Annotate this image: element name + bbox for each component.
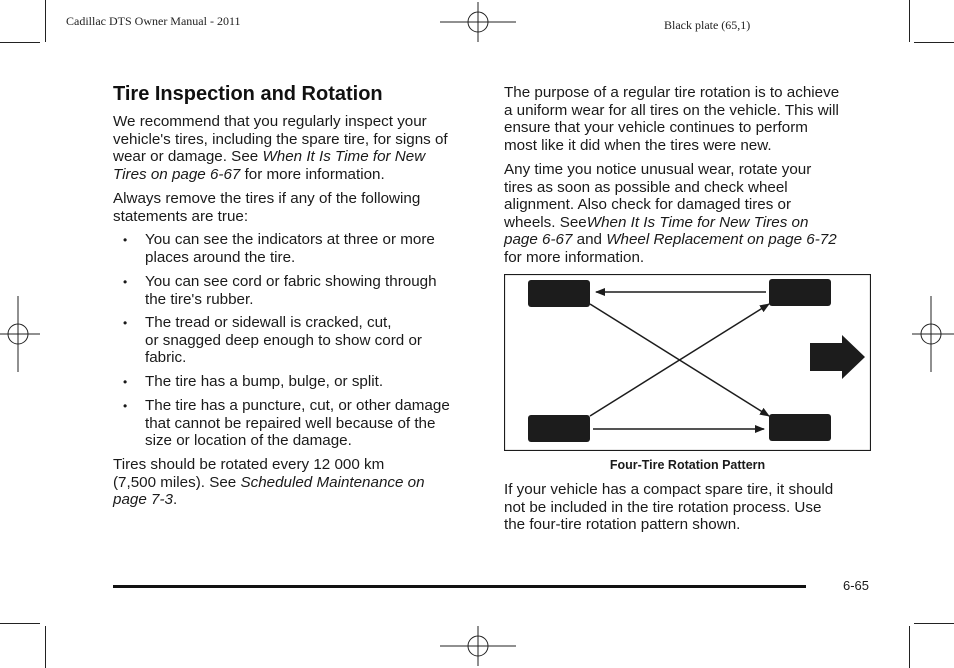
tire-rotation-diagram <box>504 274 871 451</box>
bullet-icon: • <box>123 399 128 413</box>
crop-mark <box>45 626 46 668</box>
compact-spare-paragraph: If your vehicle has a compact spare tire, it should not be included in the tire rotation process. Use the four-tire rotation pattern shown. <box>504 481 834 534</box>
list-item: You can see cord or fabric showing through the tire's rubber. <box>145 273 437 308</box>
figure-caption: Four-Tire Rotation Pattern <box>609 458 766 472</box>
crop-mark <box>914 42 954 43</box>
unusual-wear-paragraph: Any time you notice unusual wear, rotate your tires as soon as possible and check wheel alignment. Also check for damaged tires or wheels. SeeWhen It Is Time for New Tires on page 6-67 and Wheel Replacement on page 6-72 for more information. <box>504 161 837 266</box>
rotation-interval-paragraph: Tires should be rotated every 12 000 km (7,500 miles). See Scheduled Maintenance on page 7-3. <box>113 456 425 509</box>
rear-right-tire-icon <box>769 414 831 441</box>
list-item: The tread or sidewall is cracked, cut, or snagged deep enough to show cord or fabric. <box>145 314 422 367</box>
bullet-icon: • <box>123 316 128 330</box>
page-number: 6-65 <box>843 578 870 593</box>
cross-reference-link[interactable]: page 7-3 <box>113 491 173 509</box>
cross-reference-link[interactable]: Wheel Replacement on page 6-72 <box>606 231 837 249</box>
front-right-tire-icon <box>769 279 831 306</box>
list-item: The tire has a bump, bulge, or split. <box>145 373 384 390</box>
header-plate-label: Black plate (65,1) <box>664 18 751 32</box>
registration-mark-icon <box>0 296 40 372</box>
header-manual-title: Cadillac DTS Owner Manual - 2011 <box>66 14 241 28</box>
list-item: The tire has a puncture, cut, or other damage that cannot be repaired well because of the size or location of the damage. <box>145 397 450 450</box>
cross-reference-link[interactable]: Scheduled Maintenance on <box>240 473 425 491</box>
rotation-purpose-paragraph: The purpose of a regular tire rotation is to achieve a uniform wear for all tires on the vehicle. This will ensure that your vehicle continues to perform most like it did when the tires were new. <box>504 84 840 154</box>
front-left-tire-icon <box>528 280 590 307</box>
crop-mark <box>914 623 954 624</box>
cross-reference-link[interactable]: When It Is Time for New Tires on <box>586 213 809 231</box>
crop-mark <box>909 0 910 42</box>
footer-rule <box>113 585 806 588</box>
bullet-icon: • <box>123 275 128 289</box>
bullet-icon: • <box>123 375 128 389</box>
crop-mark <box>45 0 46 42</box>
bullet-icon: • <box>123 233 128 247</box>
intro-paragraph: We recommend that you regularly inspect your vehicle's tires, including the spare tire, for signs of wear or damage. See When It Is Time for New Tires on page 6-67 for more information. <box>113 113 448 183</box>
registration-mark-icon <box>440 626 516 666</box>
cross-reference-link[interactable]: Tires on page 6-67 <box>113 165 241 183</box>
registration-mark-icon <box>440 2 516 42</box>
list-item: You can see the indicators at three or more places around the tire. <box>145 231 435 266</box>
cross-reference-link[interactable]: When It Is Time for New <box>262 148 426 166</box>
crop-mark <box>909 626 910 668</box>
remove-tires-paragraph: Always remove the tires if any of the following statements are true: <box>113 190 421 225</box>
cross-reference-link[interactable]: page 6-67 <box>504 231 573 249</box>
section-title: Tire Inspection and Rotation <box>113 83 383 105</box>
rear-left-tire-icon <box>528 415 590 442</box>
crop-mark <box>0 623 40 624</box>
registration-mark-icon <box>912 296 954 372</box>
crop-mark <box>0 42 40 43</box>
